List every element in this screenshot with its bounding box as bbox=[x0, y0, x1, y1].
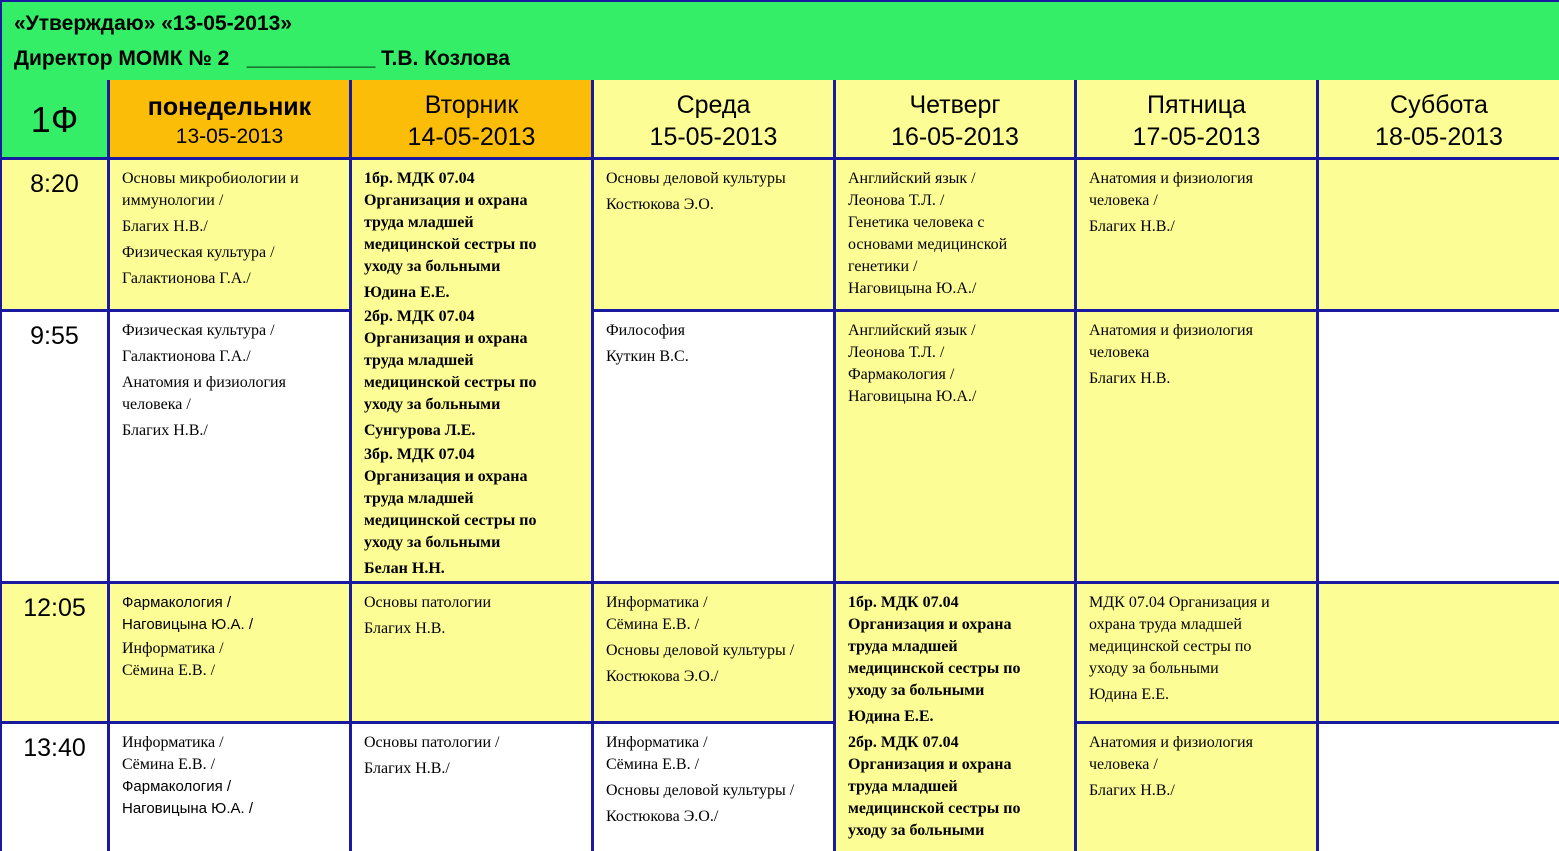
lesson-line: Наговицына Ю.А. / bbox=[122, 800, 254, 817]
lesson-line: 2бр. МДК 07.04 bbox=[848, 734, 959, 751]
day-date: 17-05-2013 bbox=[1132, 123, 1261, 151]
approval-header bbox=[0, 0, 1559, 80]
lesson-line: уходу за больными bbox=[364, 396, 501, 413]
lesson-line: Философия bbox=[606, 322, 685, 339]
lesson-mon-4 bbox=[110, 724, 352, 851]
lesson-line: иммунологии / bbox=[122, 192, 224, 209]
time-slot-1: 8:20 bbox=[0, 160, 110, 312]
lesson-line: Анатомия и физиология bbox=[1089, 170, 1253, 187]
lesson-line: Английский язык / bbox=[848, 170, 976, 187]
lesson-thu-2 bbox=[836, 312, 1077, 584]
lesson-line: Основы микробиологии и bbox=[122, 170, 299, 187]
lesson-line: Благих Н.В. bbox=[1089, 370, 1171, 387]
lesson-sat-3 bbox=[1319, 584, 1559, 724]
lesson-line: Физическая культура / bbox=[122, 244, 275, 261]
lesson-line: Леонова Т.Л. / bbox=[848, 344, 945, 361]
day-date: 16-05-2013 bbox=[891, 123, 1019, 151]
lesson-sat-1 bbox=[1319, 160, 1559, 312]
lesson-line: труда младшей bbox=[848, 778, 958, 795]
day-name: понедельник bbox=[147, 93, 312, 121]
lesson-sat-4 bbox=[1319, 724, 1559, 851]
lesson-line: 2бр. МДК 07.04 bbox=[364, 308, 475, 325]
lesson-line: Леонова Т.Л. / bbox=[848, 192, 945, 209]
lesson-line: Сёмина Е.В. / bbox=[606, 616, 700, 633]
lesson-tue-1-2 bbox=[352, 160, 594, 584]
day-name: Среда bbox=[676, 91, 751, 119]
lesson-line: уходу за больными bbox=[364, 258, 501, 275]
lesson-line: Костюкова Э.О./ bbox=[606, 808, 719, 825]
lesson-line: Основы патологии bbox=[364, 594, 492, 611]
lesson-mon-3 bbox=[110, 584, 352, 724]
lesson-line: уходу за больными bbox=[848, 682, 985, 699]
lesson-line: Юдина Е.Е. bbox=[848, 708, 934, 725]
lesson-line: Наговицына Ю.А. / bbox=[122, 616, 254, 633]
lesson-line: Благих Н.В./ bbox=[122, 422, 208, 439]
lesson-line: Галактионова Г.А./ bbox=[122, 348, 251, 365]
lesson-line: уходу за больными bbox=[1089, 660, 1219, 677]
lesson-line: Основы деловой культуры / bbox=[606, 782, 795, 799]
lesson-line: Организация и охрана bbox=[364, 192, 528, 209]
group-label: 1Ф bbox=[0, 80, 110, 160]
approval-line: «Утверждаю» «13-05-2013» bbox=[14, 12, 293, 35]
day-header-saturday bbox=[1319, 80, 1559, 160]
lesson-wed-4 bbox=[594, 724, 836, 851]
lesson-line: Куткин В.С. bbox=[606, 348, 689, 365]
day-header-tuesday bbox=[352, 80, 594, 160]
day-date: 13-05-2013 bbox=[175, 125, 284, 148]
lesson-line: уходу за больными bbox=[848, 822, 985, 839]
lesson-line: человека / bbox=[122, 396, 191, 413]
day-date: 15-05-2013 bbox=[649, 123, 778, 151]
lesson-line: 3бр. МДК 07.04 bbox=[364, 446, 475, 463]
lesson-line: основами медицинской bbox=[848, 236, 1008, 253]
lesson-line: Наговицына Ю.А./ bbox=[848, 280, 977, 297]
time-slot-2: 9:55 bbox=[0, 312, 110, 584]
lesson-line: Организация и охрана bbox=[848, 756, 1012, 773]
lesson-line: Благих Н.В./ bbox=[1089, 782, 1175, 799]
time-slot-4: 13:40 bbox=[0, 724, 110, 851]
director-line: Директор МОМК № 2 ___________ Т.В. Козлова bbox=[14, 47, 510, 70]
lesson-line: медицинской сестры по bbox=[364, 236, 537, 253]
lesson-line: Благих Н.В./ bbox=[1089, 218, 1175, 235]
lesson-line: Белан Н.Н. bbox=[364, 560, 445, 577]
lesson-line: Анатомия и физиология bbox=[1089, 322, 1253, 339]
lesson-line: Сунгурова Л.Е. bbox=[364, 422, 476, 439]
lesson-wed-1 bbox=[594, 160, 836, 312]
lesson-line: Анатомия и физиология bbox=[1089, 734, 1253, 751]
lesson-line: Сёмина Е.В. / bbox=[122, 756, 216, 773]
lesson-thu-1 bbox=[836, 160, 1077, 312]
lesson-line: труда младшей bbox=[364, 214, 474, 231]
day-name: Суббота bbox=[1390, 91, 1488, 119]
lesson-line: медицинской сестры по bbox=[848, 800, 1021, 817]
lesson-wed-3 bbox=[594, 584, 836, 724]
lesson-line: 1бр. МДК 07.04 bbox=[364, 170, 475, 187]
lesson-line: Информатика / bbox=[606, 594, 708, 611]
lesson-line: 1бр. МДК 07.04 bbox=[848, 594, 959, 611]
lesson-line: Основы деловой культуры / bbox=[606, 642, 795, 659]
lesson-line: Информатика / bbox=[122, 640, 224, 657]
lesson-tue-4 bbox=[352, 724, 594, 851]
day-name: Пятница bbox=[1147, 91, 1246, 119]
lesson-line: МДК 07.04 Организация и bbox=[1089, 594, 1270, 611]
lesson-line: Фармакология / bbox=[122, 594, 232, 611]
lesson-line: Организация и охрана bbox=[364, 330, 528, 347]
lesson-line: Юдина Е.Е. bbox=[364, 284, 450, 301]
lesson-line: Фармакология / bbox=[122, 778, 232, 795]
lesson-line: Благих Н.В./ bbox=[122, 218, 208, 235]
day-name: Четверг bbox=[909, 91, 1001, 119]
lesson-line: Физическая культура / bbox=[122, 322, 275, 339]
lesson-line: Благих Н.В./ bbox=[364, 760, 450, 777]
lesson-line: уходу за больными bbox=[364, 534, 501, 551]
day-name: Вторник bbox=[424, 91, 519, 119]
day-header-wednesday bbox=[594, 80, 836, 160]
day-date: 18-05-2013 bbox=[1375, 123, 1503, 151]
lesson-line: Организация и охрана bbox=[364, 468, 528, 485]
lesson-line: Основы патологии / bbox=[364, 734, 500, 751]
lesson-line: Сёмина Е.В. / bbox=[606, 756, 700, 773]
lesson-fri-1 bbox=[1077, 160, 1319, 312]
lesson-wed-2 bbox=[594, 312, 836, 584]
lesson-line: Генетика человека с bbox=[848, 214, 985, 231]
day-header-monday bbox=[110, 80, 352, 160]
day-header-friday bbox=[1077, 80, 1319, 160]
lesson-line: Основы деловой культуры bbox=[606, 170, 786, 187]
lesson-line: Наговицына Ю.А./ bbox=[848, 388, 977, 405]
lesson-line: Фармакология / bbox=[848, 366, 955, 383]
lesson-line: Английский язык / bbox=[848, 322, 976, 339]
lesson-line: труда младшей bbox=[848, 638, 958, 655]
day-header-thursday bbox=[836, 80, 1077, 160]
lesson-line: охрана труда младшей bbox=[1089, 616, 1242, 633]
lesson-line: генетики / bbox=[848, 258, 918, 275]
lesson-line: Информатика / bbox=[606, 734, 708, 751]
lesson-mon-1 bbox=[110, 160, 352, 312]
lesson-fri-3 bbox=[1077, 584, 1319, 724]
lesson-line: Благих Н.В. bbox=[364, 620, 446, 637]
lesson-line: Информатика / bbox=[122, 734, 224, 751]
lesson-thu-3-4 bbox=[836, 584, 1077, 851]
lesson-line: Галактионова Г.А./ bbox=[122, 270, 251, 287]
lesson-mon-2 bbox=[110, 312, 352, 584]
lesson-line: Сёмина Е.В. / bbox=[122, 662, 216, 679]
lesson-fri-4 bbox=[1077, 724, 1319, 851]
day-date: 14-05-2013 bbox=[407, 123, 536, 151]
lesson-line: Костюкова Э.О./ bbox=[606, 668, 719, 685]
time-slot-3: 12:05 bbox=[0, 584, 110, 724]
lesson-fri-2 bbox=[1077, 312, 1319, 584]
lesson-line: Костюкова Э.О. bbox=[606, 196, 714, 213]
lesson-line: человека bbox=[1089, 344, 1150, 361]
lesson-line: Юдина Е.Е. bbox=[1089, 686, 1169, 703]
lesson-line: медицинской сестры по bbox=[364, 374, 537, 391]
lesson-line: человека / bbox=[1089, 192, 1158, 209]
lesson-line: Анатомия и физиология bbox=[122, 374, 286, 391]
lesson-line: труда младшей bbox=[364, 352, 474, 369]
lesson-tue-3 bbox=[352, 584, 594, 724]
lesson-line: медицинской сестры по bbox=[848, 660, 1021, 677]
lesson-line: Организация и охрана bbox=[848, 616, 1012, 633]
lesson-line: медицинской сестры по bbox=[1089, 638, 1252, 655]
lesson-line: труда младшей bbox=[364, 490, 474, 507]
lesson-line: медицинской сестры по bbox=[364, 512, 537, 529]
lesson-line: человека / bbox=[1089, 756, 1158, 773]
lesson-sat-2 bbox=[1319, 312, 1559, 584]
